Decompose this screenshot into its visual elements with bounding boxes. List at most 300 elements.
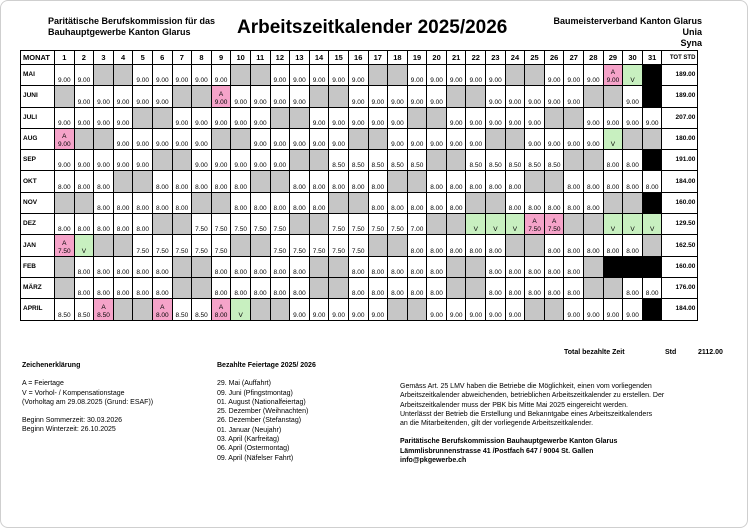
cell-marker: V [512,226,518,234]
holidays [217,361,316,463]
notes-line4: Unterlässt der Betrieb die Erstellung und Bekanntgabe eines Arbeitszeitkalenders [400,410,653,418]
day-header: 31 [642,51,662,65]
hours-cell: 8.00 [603,235,623,256]
cell-hours: 8.00 [214,311,228,319]
cell-marker: V [473,226,478,234]
org-email: info@pkgewerbe.ch [400,457,467,465]
hours-cell: 9.00 [368,86,388,107]
hours-cell: 9.00 [348,107,368,128]
hours-cell: 8.50 [388,150,408,171]
weekend-cell [211,128,231,149]
hours-cell: 9.00 [172,107,192,128]
weekend-cell [525,65,545,86]
hours-cell: 9.00 [584,107,604,128]
weekend-cell [113,65,133,86]
compensation-cell [74,235,94,256]
legend-line1: A = Feiertage [22,380,64,388]
hours-cell: 8.00 [172,192,192,213]
weekend-cell [525,235,545,256]
day-header: 25 [525,51,545,65]
header-right-line2: Unia [682,27,702,37]
hours-cell: 7.50 [211,235,231,256]
hours-cell: 8.00 [368,277,388,298]
month-label: MAI [21,65,55,86]
weekend-cell [407,107,427,128]
compensation-cell [603,128,623,149]
hours-cell: 9.00 [544,128,564,149]
notes-line2: Arbeitszeitkalender abweichenden, betrieblichen Arbeitszeitkalender zu erstellen. Der [400,392,665,400]
hours-cell: 8.00 [623,171,643,192]
hours-cell: 8.00 [368,192,388,213]
hours-cell: 7.50 [270,214,290,235]
weekend-cell [270,171,290,192]
empty-day-cell [642,150,662,171]
day-header: 9 [211,51,231,65]
weekend-cell [152,107,172,128]
hours-cell: 8.50 [407,150,427,171]
hours-cell: 9.00 [584,65,604,86]
hours-cell: 9.00 [113,128,133,149]
compensation-cell [231,299,251,320]
hours-cell: 9.00 [348,65,368,86]
hours-cell: 8.00 [113,277,133,298]
total-value: 2112.00 [698,349,723,356]
hours-cell: 9.00 [231,107,251,128]
weekend-cell [388,235,408,256]
hours-cell: 9.00 [348,299,368,320]
notes-line1: Gemäss Art. 25 LMV haben die Betriebe die Möglichkeit, einen vom vorliegenden [400,383,652,390]
weekend-cell [368,235,388,256]
hours-cell: 7.50 [250,214,270,235]
hours-cell: 9.00 [290,128,310,149]
hours-cell: 8.00 [133,214,153,235]
header-right-line1: Baumeisterverband Kanton Glarus [553,16,702,26]
header-left-line1: Paritätische Berufskommission für das [48,16,216,26]
hours-cell: 8.00 [486,256,506,277]
hours-cell: 9.00 [231,86,251,107]
hours-cell: 8.00 [368,171,388,192]
hours-cell: 9.00 [74,65,94,86]
cell-marker: V [238,311,243,319]
hours-cell: 8.00 [584,171,604,192]
hours-cell: 8.00 [407,235,427,256]
hours-cell: 8.00 [133,192,153,213]
weekend-cell [250,235,270,256]
weekend-cell [172,256,192,277]
hours-cell: 9.00 [74,86,94,107]
hours-cell: 8.00 [74,171,94,192]
hours-cell: 8.00 [564,171,584,192]
hours-cell: 8.00 [290,277,310,298]
hours-cell: 9.00 [94,86,114,107]
weekend-cell [388,65,408,86]
org-address: Lämmlisbrunnenstrasse 41 /Postfach 647 / 9004 St. Gallen [400,447,594,455]
hours-cell: 8.00 [407,192,427,213]
row-total: 160.00 [662,192,698,213]
hours-cell: 9.00 [486,86,506,107]
holiday-cell [544,214,564,235]
day-header: 13 [290,51,310,65]
hours-cell: 8.00 [623,150,643,171]
hours-cell: 7.50 [270,235,290,256]
hours-cell: 7.00 [407,214,427,235]
weekend-cell [55,192,75,213]
hours-cell: 8.50 [192,299,212,320]
cell-marker: V [649,226,655,234]
hours-cell: 8.00 [446,171,466,192]
hours-cell: 9.00 [211,107,231,128]
hours-cell: 8.00 [603,171,623,192]
empty-day-cell [603,256,623,277]
hours-cell: 9.00 [486,299,506,320]
weekend-cell [584,86,604,107]
hours-cell: 8.00 [113,214,133,235]
weekend-cell [309,256,329,277]
holiday-item: 06. April (Ostermontag) [217,445,290,453]
month-label: AUG [21,128,55,149]
hours-cell: 8.00 [544,192,564,213]
weekend-cell [466,256,486,277]
hours-cell: 9.00 [231,150,251,171]
hours-cell: 8.00 [152,277,172,298]
header-right [553,16,702,49]
row-total: 129.50 [662,214,698,235]
hours-cell: 8.00 [505,171,525,192]
holiday-item: 09. Juni (Pfingstmontag) [217,389,293,397]
weekend-cell [427,150,447,171]
cell-hours: 7.50 [547,226,561,234]
hours-cell: 8.00 [211,171,231,192]
hours-cell: 9.00 [250,107,270,128]
hours-cell: 7.50 [172,235,192,256]
month-label: SEP [21,150,55,171]
hours-cell: 9.00 [290,65,310,86]
compensation-cell [505,214,525,235]
compensation-cell [466,214,486,235]
weekend-cell [544,299,564,320]
hours-cell: 9.00 [584,128,604,149]
weekend-cell [192,192,212,213]
hours-cell: 8.00 [525,256,545,277]
hours-cell: 8.00 [564,256,584,277]
weekend-cell [642,235,662,256]
weekend-cell [172,277,192,298]
weekend-cell [505,235,525,256]
hours-cell: 8.00 [348,277,368,298]
day-header: 19 [407,51,427,65]
weekend-cell [623,192,643,213]
hours-cell: 9.00 [270,86,290,107]
hours-cell: 9.00 [192,65,212,86]
cell-marker: V [81,247,87,255]
weekend-cell [466,277,486,298]
cell-marker: V [630,77,635,85]
row-total: 191.00 [662,150,698,171]
hours-cell: 8.00 [290,171,310,192]
hours-cell: 8.00 [388,277,408,298]
hours-cell: 9.00 [427,65,447,86]
hours-cell: 9.00 [172,128,192,149]
day-header: 16 [348,51,368,65]
hours-cell: 8.00 [486,277,506,298]
hours-cell: 9.00 [544,65,564,86]
holiday-cell [94,299,114,320]
holiday-cell [525,214,545,235]
weekend-cell [113,299,133,320]
hours-cell: 9.00 [309,107,329,128]
holiday-item: 01. August (Nationalfeiertag) [217,398,306,406]
hours-cell: 8.00 [290,192,310,213]
hours-cell: 9.00 [486,107,506,128]
hours-cell: 9.00 [564,299,584,320]
hours-cell: 8.00 [94,214,114,235]
weekend-cell [250,299,270,320]
hours-cell: 8.50 [329,150,349,171]
hours-cell: 9.00 [348,86,368,107]
hours-cell: 8.00 [466,171,486,192]
day-header: 3 [94,51,114,65]
weekend-cell [584,256,604,277]
hours-cell: 8.00 [427,256,447,277]
weekend-cell [133,107,153,128]
cell-marker: A [62,133,67,141]
weekend-cell [152,150,172,171]
empty-day-cell [642,65,662,86]
cell-marker: A [610,69,616,77]
weekend-cell [642,128,662,149]
hours-cell: 8.00 [584,235,604,256]
weekend-cell [250,65,270,86]
table-row [21,235,698,256]
hours-cell: 7.50 [348,214,368,235]
hours-cell: 8.00 [348,171,368,192]
cell-hours: 8.00 [155,311,169,319]
total-unit: Std [665,349,677,356]
day-header: 20 [427,51,447,65]
page-title: Arbeitszeitkalender 2025/2026 [237,17,508,38]
weekend-cell [309,150,329,171]
cell-hours: 8.50 [97,311,110,319]
hours-cell: 9.00 [544,86,564,107]
weekend-cell [348,128,368,149]
weekend-cell [152,214,172,235]
weekend-cell [525,299,545,320]
hours-cell: 9.00 [113,150,133,171]
day-header: 8 [192,51,212,65]
day-header: 15 [329,51,349,65]
hours-cell: 8.00 [446,235,466,256]
hours-cell: 8.50 [486,150,506,171]
day-header: 30 [623,51,643,65]
legend-title: Zeichenerklärung [22,362,81,369]
hours-cell: 8.00 [603,150,623,171]
table-row [21,150,698,171]
row-total: 180.00 [662,128,698,149]
hours-cell: 9.00 [329,65,349,86]
hours-cell: 9.00 [466,65,486,86]
compensation-cell [486,214,506,235]
hours-cell: 9.00 [113,107,133,128]
notes [400,382,730,465]
weekend-cell [505,128,525,149]
cell-marker: A [160,303,165,311]
hours-cell: 7.50 [192,214,212,235]
cell-marker: A [101,303,106,311]
table-row [21,256,698,277]
holiday-item: 03. April (Karfreitag) [217,436,280,444]
legend-line5: Beginn Winterzeit: 26.10.2025 [22,426,116,434]
weekend-cell [427,107,447,128]
hours-cell: 9.00 [427,299,447,320]
hours-cell: 9.00 [172,65,192,86]
hours-cell: 9.00 [192,107,212,128]
weekend-cell [564,214,584,235]
hours-cell: 9.00 [74,150,94,171]
weekend-cell [584,214,604,235]
header-left [48,16,215,38]
hours-cell: 8.00 [113,256,133,277]
hours-cell: 9.00 [329,107,349,128]
table-row [21,214,698,235]
hours-cell: 8.00 [427,277,447,298]
weekend-cell [94,235,114,256]
hours-cell: 8.00 [270,192,290,213]
weekend-cell [486,128,506,149]
hours-cell: 9.00 [466,299,486,320]
hours-cell: 8.00 [250,192,270,213]
hours-cell: 8.50 [466,150,486,171]
hours-cell: 9.00 [55,150,75,171]
weekend-cell [525,171,545,192]
hours-cell: 9.00 [152,86,172,107]
table-row [21,107,698,128]
hours-cell: 9.00 [133,86,153,107]
hours-cell: 8.00 [623,277,643,298]
hours-cell: 9.00 [152,65,172,86]
weekend-cell [505,65,525,86]
weekend-cell [544,171,564,192]
weekend-cell [388,299,408,320]
weekend-cell [388,171,408,192]
weekend-cell [172,86,192,107]
hours-cell: 8.00 [564,235,584,256]
day-header: 22 [466,51,486,65]
row-total: 162.50 [662,235,698,256]
weekend-cell [427,214,447,235]
hours-cell: 9.00 [525,107,545,128]
hours-cell: 9.00 [623,86,643,107]
hours-cell: 8.00 [94,256,114,277]
row-total: 207.00 [662,107,698,128]
weekend-cell [603,277,623,298]
weekend-cell [74,128,94,149]
weekend-cell [348,192,368,213]
table-row [21,277,698,298]
hours-cell: 8.00 [544,235,564,256]
calendar-table [20,50,698,321]
cell-hours: 7.50 [57,247,71,255]
hours-cell: 8.00 [192,171,212,192]
hours-cell: 8.00 [94,171,114,192]
weekend-cell [623,128,643,149]
hours-cell: 9.00 [564,65,584,86]
hours-cell: 8.00 [55,214,75,235]
weekend-cell [270,107,290,128]
weekend-cell [192,86,212,107]
hours-cell: 9.00 [407,65,427,86]
weekend-cell [407,299,427,320]
hours-cell: 9.00 [388,86,408,107]
weekend-cell [55,256,75,277]
weekend-cell [113,171,133,192]
hours-cell: 8.00 [309,171,329,192]
hours-cell: 9.00 [94,107,114,128]
hours-cell: 7.50 [211,214,231,235]
hours-cell: 8.00 [642,171,662,192]
hours-cell: 8.00 [544,256,564,277]
weekend-cell [486,192,506,213]
table-row [21,128,698,149]
hours-cell: 8.00 [133,277,153,298]
hours-cell: 7.50 [329,214,349,235]
hours-cell: 8.50 [505,150,525,171]
hours-cell: 9.00 [446,107,466,128]
weekend-cell [94,65,114,86]
legend-line4: Beginn Sommerzeit: 30.03.2026 [22,417,123,425]
hours-cell: 8.00 [133,256,153,277]
hours-cell: 8.00 [407,256,427,277]
month-label: JAN [21,235,55,256]
hours-cell: 8.00 [231,192,251,213]
weekend-cell [133,299,153,320]
hours-cell: 8.00 [505,256,525,277]
holiday-item: 09. April (Näfelser Fahrt) [217,454,294,462]
hours-cell: 8.50 [55,299,75,320]
day-header: 18 [388,51,408,65]
table-row [21,65,698,86]
weekend-cell [309,277,329,298]
month-label: JUNI [21,86,55,107]
hours-cell: 8.50 [368,150,388,171]
hours-cell: 7.50 [348,235,368,256]
holidays-title: Bezahlte Feiertage 2025/ 2026 [217,362,316,369]
hours-cell: 9.00 [192,150,212,171]
cell-marker: A [532,218,537,226]
hours-cell: 9.00 [250,128,270,149]
weekend-cell [603,86,623,107]
hours-cell: 9.00 [446,128,466,149]
hours-cell: 9.00 [564,86,584,107]
weekend-cell [172,214,192,235]
cell-hours: 9.00 [606,77,620,85]
hours-cell: 8.00 [55,171,75,192]
weekend-cell [329,277,349,298]
day-header: 12 [270,51,290,65]
hours-cell: 9.00 [407,128,427,149]
hours-cell: 8.00 [231,256,251,277]
weekend-cell [329,86,349,107]
weekend-cell [564,107,584,128]
hours-cell: 9.00 [329,299,349,320]
hours-cell: 9.00 [427,86,447,107]
hours-cell: 8.00 [172,171,192,192]
weekend-cell [407,171,427,192]
hours-cell: 8.00 [642,277,662,298]
hours-cell: 7.50 [368,214,388,235]
weekend-cell [211,192,231,213]
weekend-cell [446,150,466,171]
header-left-line2: Bauhauptgewerbe Kanton Glarus [48,27,191,37]
